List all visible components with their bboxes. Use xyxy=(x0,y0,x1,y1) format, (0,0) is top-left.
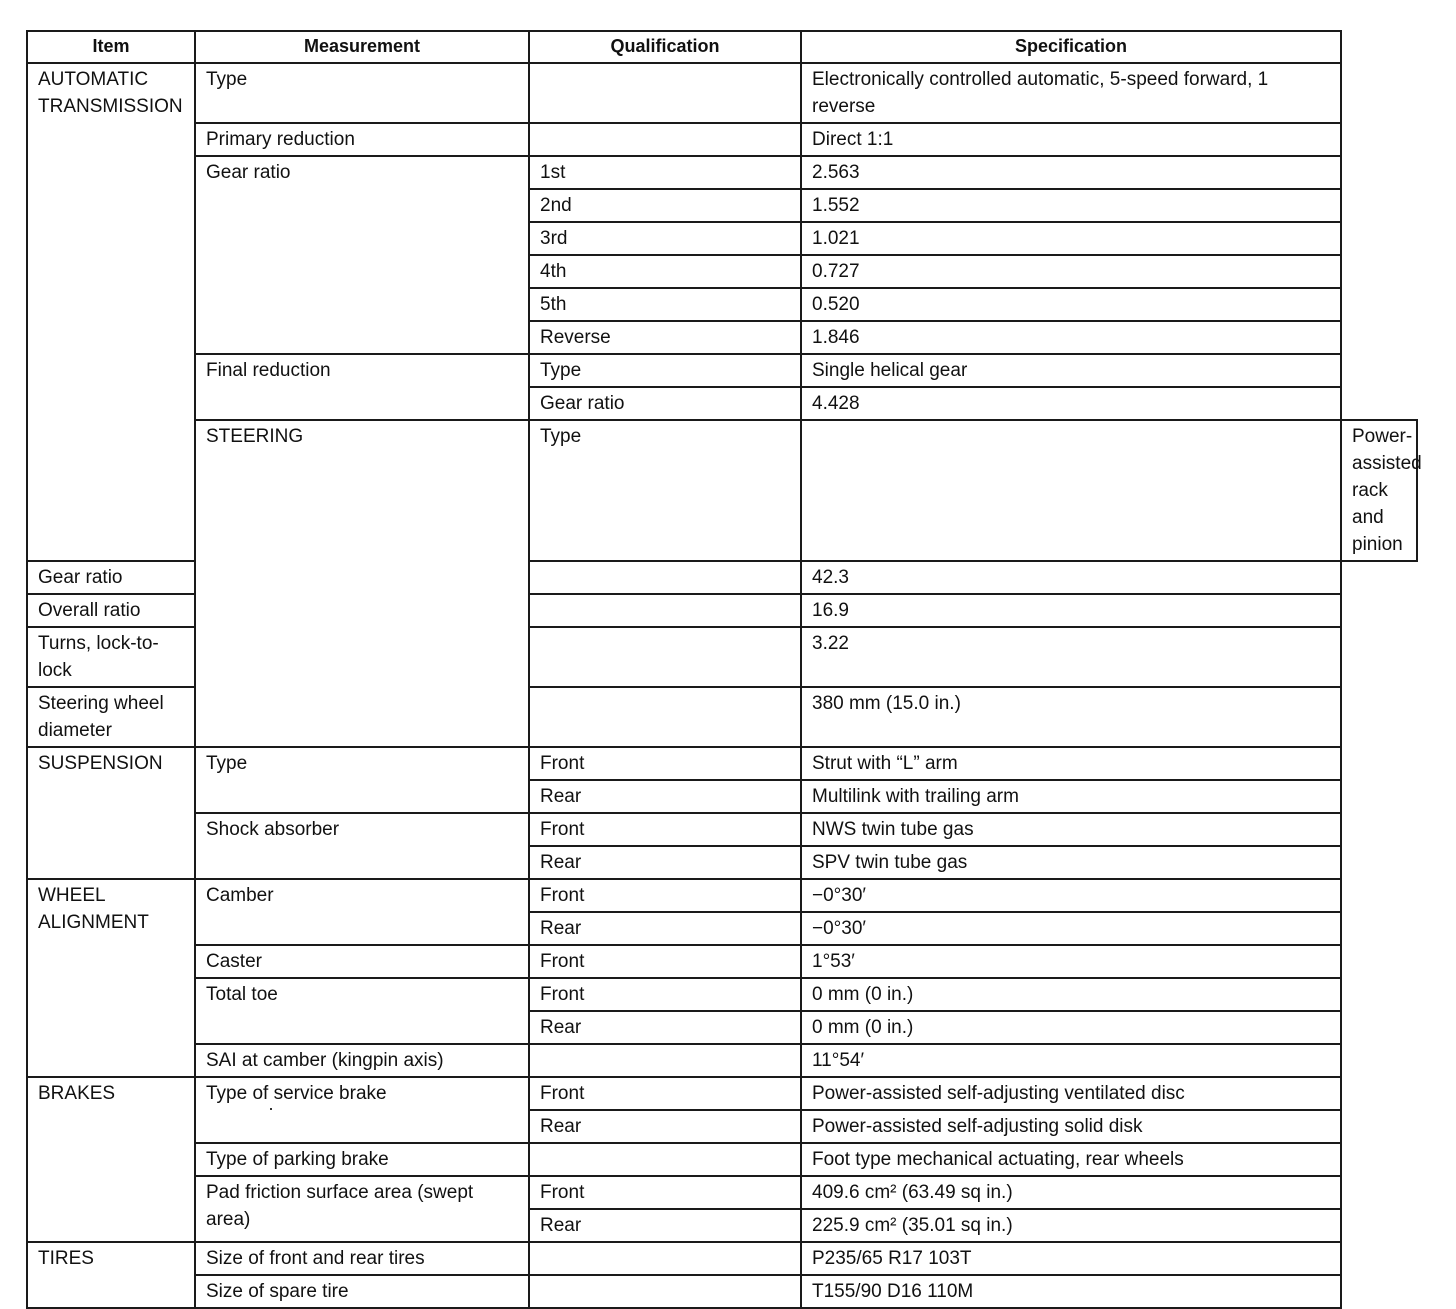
specification-table xyxy=(26,30,1422,1309)
table-row xyxy=(27,123,1417,156)
specification-cell: Strut with “L” arm xyxy=(801,747,1341,780)
qualification-cell: Front xyxy=(529,747,801,780)
qualification-cell: Reverse xyxy=(529,321,801,354)
specification-cell: 0 mm (0 in.) xyxy=(801,978,1341,1011)
qualification-cell: Type xyxy=(529,354,801,387)
specification-cell: Direct 1:1 xyxy=(801,123,1341,156)
specification-cell: 409.6 cm² (63.49 sq in.) xyxy=(801,1176,1341,1209)
qualification-cell xyxy=(529,1044,801,1077)
measurement-cell: Type of service brake xyxy=(195,1077,529,1143)
measurement-cell: Size of front and rear tires xyxy=(195,1242,529,1275)
qualification-cell xyxy=(529,123,801,156)
measurement-cell: Primary reduction xyxy=(195,123,529,156)
specification-cell: Foot type mechanical actuating, rear wheels xyxy=(801,1143,1341,1176)
qualification-cell xyxy=(529,1242,801,1275)
measurement-cell: SAI at camber (kingpin axis) xyxy=(195,1044,529,1077)
specification-cell: 3.22 xyxy=(801,627,1341,687)
qualification-cell xyxy=(529,63,801,123)
qualification-cell: Front xyxy=(529,945,801,978)
specification-cell: P235/65 R17 103T xyxy=(801,1242,1341,1275)
specification-cell: 1.846 xyxy=(801,321,1341,354)
table-row xyxy=(27,156,1417,189)
qualification-cell: 2nd xyxy=(529,189,801,222)
measurement-cell: Steering wheel diameter xyxy=(27,687,195,747)
header-specification: Specification xyxy=(801,31,1341,63)
qualification-cell xyxy=(529,1275,801,1308)
specification-cell: Single helical gear xyxy=(801,354,1341,387)
specification-cell: Multilink with trailing arm xyxy=(801,780,1341,813)
item-tires: TIRES xyxy=(27,1242,195,1308)
specification-cell: 0.520 xyxy=(801,288,1341,321)
measurement-cell: Pad friction surface area (swept area) xyxy=(195,1176,529,1242)
specification-cell: 1.021 xyxy=(801,222,1341,255)
measurement-cell: Type xyxy=(529,420,801,561)
qualification-cell: Rear xyxy=(529,912,801,945)
table-row xyxy=(27,1242,1417,1275)
qualification-cell: Rear xyxy=(529,1209,801,1242)
specification-cell: 2.563 xyxy=(801,156,1341,189)
specification-cell: 225.9 cm² (35.01 sq in.) xyxy=(801,1209,1341,1242)
specification-cell: 4.428 xyxy=(801,387,1341,420)
specification-cell: −0°30′ xyxy=(801,879,1341,912)
qualification-cell: 4th xyxy=(529,255,801,288)
qualification-cell xyxy=(529,561,801,594)
specification-cell: Power-assisted self-adjusting ventilated disc xyxy=(801,1077,1341,1110)
header-measurement: Measurement xyxy=(195,31,529,63)
qualification-cell xyxy=(529,594,801,627)
item-automatic-transmission: AUTOMATIC TRANSMISSION xyxy=(27,63,195,561)
table-row xyxy=(27,879,1417,912)
qualification-cell: Front xyxy=(529,813,801,846)
specification-cell: 0 mm (0 in.) xyxy=(801,1011,1341,1044)
measurement-cell: Overall ratio xyxy=(27,594,195,627)
qualification-cell: Front xyxy=(529,879,801,912)
specification-cell: 16.9 xyxy=(801,594,1341,627)
measurement-cell: Gear ratio xyxy=(195,156,529,354)
measurement-cell: Camber xyxy=(195,879,529,945)
qualification-cell: Rear xyxy=(529,1110,801,1143)
specification-cell: 11°54′ xyxy=(801,1044,1341,1077)
item-brakes: BRAKES xyxy=(27,1077,195,1242)
specification-cell: Power-assisted rack and pinion xyxy=(1341,420,1417,561)
qualification-cell: Rear xyxy=(529,780,801,813)
table-row xyxy=(27,354,1417,387)
scan-speck xyxy=(270,1108,272,1110)
specification-cell: −0°30′ xyxy=(801,912,1341,945)
table-row xyxy=(27,813,1417,846)
specification-cell: 380 mm (15.0 in.) xyxy=(801,687,1341,747)
table-row xyxy=(27,747,1417,780)
qualification-cell xyxy=(801,420,1341,561)
qualification-cell xyxy=(529,687,801,747)
specification-cell: Electronically controlled automatic, 5-speed forward, 1 reverse xyxy=(801,63,1341,123)
measurement-cell: Final reduction xyxy=(195,354,529,420)
item-steering: STEERING xyxy=(195,420,529,747)
qualification-cell: Front xyxy=(529,1176,801,1209)
qualification-cell xyxy=(529,627,801,687)
specification-cell: Power-assisted self-adjusting solid disk xyxy=(801,1110,1341,1143)
header-row xyxy=(27,31,1417,63)
qualification-cell: 3rd xyxy=(529,222,801,255)
table-row xyxy=(27,1176,1417,1209)
table-row xyxy=(27,63,1417,123)
qualification-cell: Front xyxy=(529,978,801,1011)
measurement-cell: Shock absorber xyxy=(195,813,529,879)
measurement-cell: Caster xyxy=(195,945,529,978)
qualification-cell: Gear ratio xyxy=(529,387,801,420)
measurement-cell: Total toe xyxy=(195,978,529,1044)
measurement-cell: Type xyxy=(195,747,529,813)
qualification-cell: 1st xyxy=(529,156,801,189)
specification-cell: NWS twin tube gas xyxy=(801,813,1341,846)
header-qualification: Qualification xyxy=(529,31,801,63)
measurement-cell: Size of spare tire xyxy=(195,1275,529,1308)
header-item: Item xyxy=(27,31,195,63)
specification-cell: SPV twin tube gas xyxy=(801,846,1341,879)
qualification-cell: Rear xyxy=(529,1011,801,1044)
table-row xyxy=(27,978,1417,1011)
specification-cell: 1.552 xyxy=(801,189,1341,222)
measurement-cell: Gear ratio xyxy=(27,561,195,594)
specification-cell: T155/90 D16 110M xyxy=(801,1275,1341,1308)
measurement-cell: Type xyxy=(195,63,529,123)
specification-cell: 42.3 xyxy=(801,561,1341,594)
measurement-cell: Turns, lock-to-lock xyxy=(27,627,195,687)
specification-cell: 1°53′ xyxy=(801,945,1341,978)
item-suspension: SUSPENSION xyxy=(27,747,195,879)
table-row xyxy=(27,945,1417,978)
qualification-cell: Rear xyxy=(529,846,801,879)
table-row xyxy=(27,1077,1417,1110)
specification-cell: 0.727 xyxy=(801,255,1341,288)
item-wheel-alignment: WHEEL ALIGNMENT xyxy=(27,879,195,1077)
qualification-cell xyxy=(529,1143,801,1176)
table-row xyxy=(27,1143,1417,1176)
table-row xyxy=(27,1275,1417,1308)
measurement-cell: Type of parking brake xyxy=(195,1143,529,1176)
qualification-cell: 5th xyxy=(529,288,801,321)
table-row xyxy=(27,1044,1417,1077)
table-row xyxy=(27,420,1417,561)
qualification-cell: Front xyxy=(529,1077,801,1110)
